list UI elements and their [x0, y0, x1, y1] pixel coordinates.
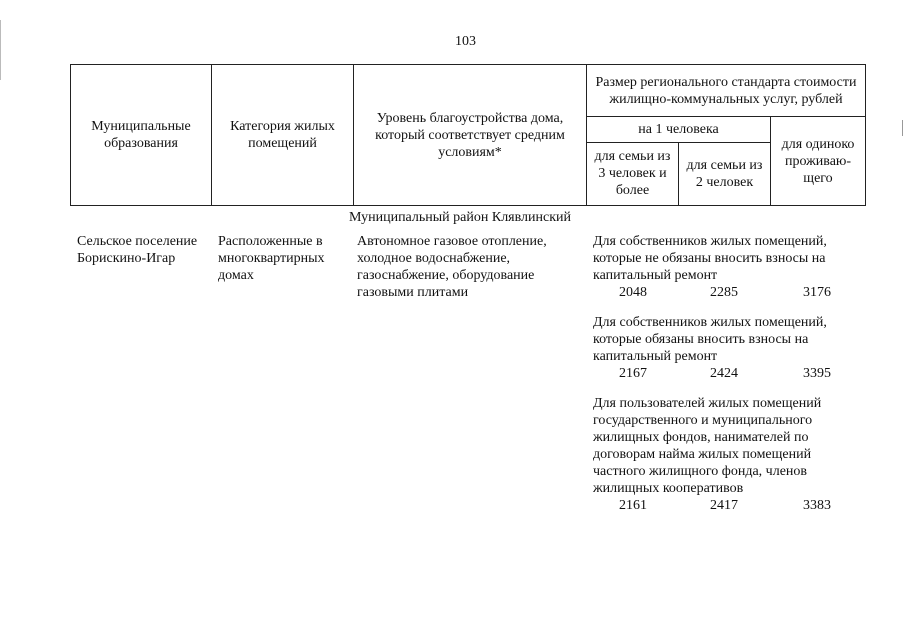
municipality-cell: Сельское поселение Борискино-Игар [77, 234, 198, 266]
value-single: 3395 [803, 366, 831, 381]
scan-edge-mark [0, 20, 1, 80]
table-header [70, 64, 866, 206]
value-single: 3176 [803, 285, 831, 300]
rate-group-owners-repair [593, 314, 858, 383]
header-family2: для семьи из 2 человек [679, 142, 771, 205]
value-family2: 2285 [710, 285, 738, 300]
value-family3: 2161 [619, 498, 647, 513]
header-category: Категория жилых помещений [212, 65, 354, 206]
group-description: Для собственников жилых помещений, которые обязаны вносить взносы на капитальный ремонт [593, 315, 827, 364]
value-family3: 2048 [619, 285, 647, 300]
value-row [593, 365, 858, 383]
header-family3: для семьи из 3 человек и более [587, 142, 679, 205]
rate-group-tenants [593, 395, 858, 515]
district-title: Муниципальный район Клявлинский [349, 210, 572, 225]
header-per-person: на 1 человека [587, 117, 771, 142]
rate-group-owners-no-repair [593, 233, 858, 302]
group-description: Для пользователей жилых помещений государственного и муниципального жилищных фондов, нанимателей по договорам найма жилых помещений частного жилищного фонда, членов жилищных кооперативов [593, 396, 822, 496]
header-amenity-level: Уровень благоустройства дома, который соответствует средним условиям* [354, 65, 587, 206]
value-row [593, 284, 858, 302]
value-row [593, 497, 858, 515]
value-family2: 2417 [710, 498, 738, 513]
scan-edge-mark [902, 120, 903, 136]
header-standard-size: Размер регионального стандарта стоимости жилищно-коммунальных услуг, рублей [587, 65, 866, 117]
value-single: 3383 [803, 498, 831, 513]
header-municipalities: Муниципальные образования [71, 65, 212, 206]
page-number: 103 [455, 34, 476, 49]
amenity-cell: Автономное газовое отопление, холодное водоснабжение, газоснабжение, оборудование газовыми плитами [357, 234, 547, 300]
category-cell: Расположенные в многоквартирных домах [218, 234, 325, 283]
value-family3: 2167 [619, 366, 647, 381]
value-family2: 2424 [710, 366, 738, 381]
group-description: Для собственников жилых помещений, которые не обязаны вносить взносы на капитальный ремонт [593, 234, 827, 283]
header-single: для одиноко проживаю-щего [771, 117, 866, 206]
